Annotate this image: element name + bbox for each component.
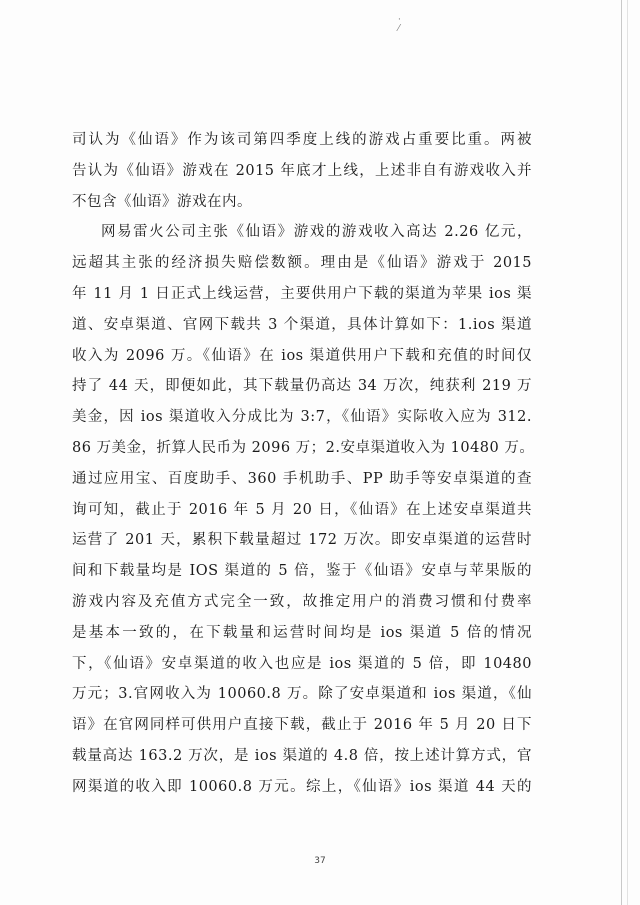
- text-line: 持了 44 天，即便如此，其下载量仍高达 34 万次，纯获利 219 万: [72, 378, 532, 395]
- text-line: 是基本一致的，在下载量和运营时间均是 ios 渠道 5 倍的情况: [72, 624, 532, 641]
- text-line: 年 11 月 1 日正式上线运营，主要供用户下载的渠道为苹果 ios 渠: [72, 285, 532, 302]
- text-line: 运营了 201 天，累积下载量超过 172 万次。即安卓渠道的运营时: [72, 532, 532, 549]
- text-line: 告认为《仙语》游戏在 2015 年底才上线，上述非自有游戏收入并: [72, 162, 532, 179]
- text-line: 网易雷火公司主张《仙语》游戏的游戏收入高达 2.26 亿元，: [101, 224, 532, 241]
- scan-speck: · ⁄: [398, 15, 401, 34]
- text-line: 收入为 2096 万。《仙语》在 ios 渠道供用户下载和充值的时间仅: [72, 347, 532, 364]
- text-line: 通过应用宝、百度助手、360 手机助手、PP 助手等安卓渠道的查: [72, 470, 532, 487]
- text-line: 询可知，截止于 2016 年 5 月 20 日，《仙语》在上述安卓渠道共: [72, 501, 532, 518]
- text-line: 万元；3.官网收入为 10060.8 万。除了安卓渠道和 ios 渠道，《仙: [72, 686, 532, 703]
- text-line: 司认为《仙语》作为该司第四季度上线的游戏占重要比重。两被: [72, 132, 532, 148]
- text-line: 不包含《仙语》游戏在内。: [72, 193, 252, 210]
- text-line: 远超其主张的经济损失赔偿数额。理由是《仙语》游戏于 2015: [72, 255, 532, 272]
- text-line: 美金，因 ios 渠道收入分成比为 3:7，《仙语》实际收入应为 312.: [72, 409, 532, 426]
- page-edge-line-outer: [627, 0, 628, 905]
- page-number: 37: [314, 856, 326, 866]
- text-line: 86 万美金，折算人民币为 2096 万；2.安卓渠道收入为 10480 万。: [72, 439, 535, 456]
- text-line: 网渠道的收入即 10060.8 万元。综上，《仙语》ios 渠道 44 天的: [72, 778, 532, 795]
- text-line: 下，《仙语》安卓渠道的收入也应是 ios 渠道的 5 倍，即 10480: [72, 655, 532, 672]
- text-line: 间和下载量均是 IOS 渠道的 5 倍，鉴于《仙语》安卓与苹果版的: [72, 563, 532, 580]
- page-edge-line: [621, 0, 622, 905]
- text-line: 道、安卓渠道、官网下载共 3 个渠道，具体计算如下：1.ios 渠道: [72, 316, 532, 333]
- text-line: 游戏内容及充值方式完全一致，故推定用户的消费习惯和付费率: [72, 593, 532, 610]
- body-text: [72, 125, 535, 803]
- text-line: 载量高达 163.2 万次，是 ios 渠道的 4.8 倍，按上述计算方式，官: [72, 747, 532, 764]
- text-line: 语》在官网同样可供用户直接下载，截止于 2016 年 5 月 20 日下: [72, 717, 532, 734]
